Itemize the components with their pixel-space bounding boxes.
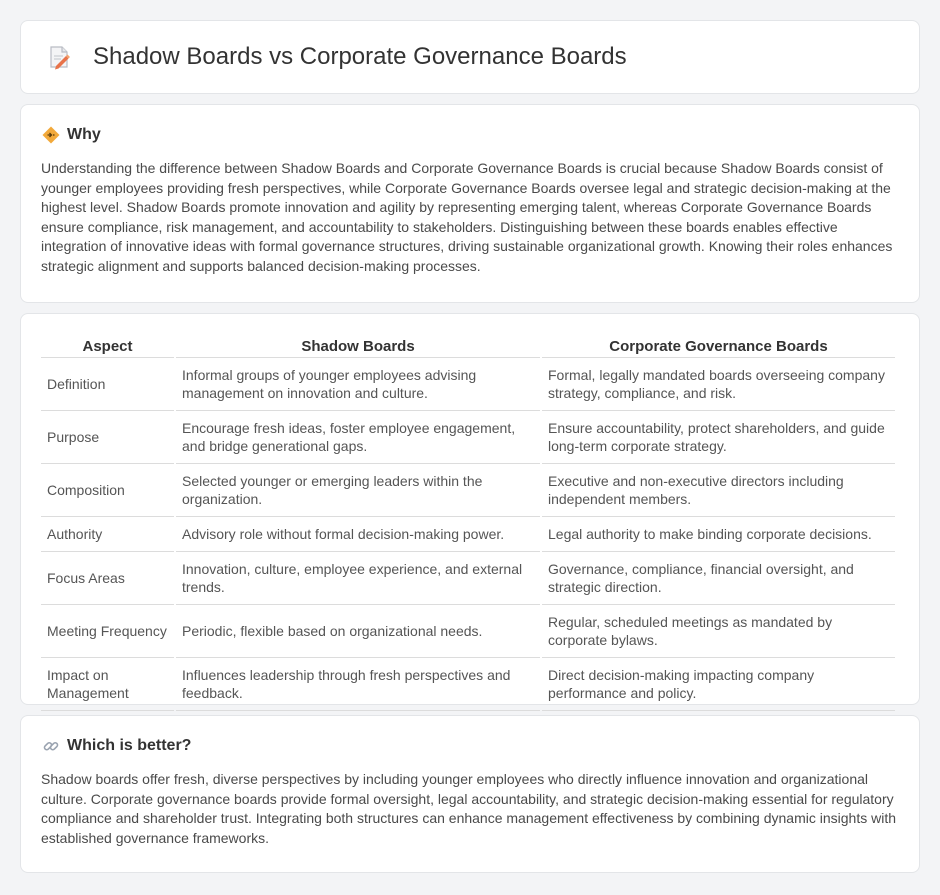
header-corporate-governance-boards: Corporate Governance Boards xyxy=(542,334,895,358)
which-is-better-text: Shadow boards offer fresh, diverse perspectives by including younger employees who directly influence innovation and organizational culture. Corporate governance boards provide formal oversight, legal accountability, and strategic decision-making essential for regulatory compliance and shareholder trust. Integrating both structures can enhance management effectiveness by combining dynamic insights with established governance frameworks. xyxy=(41,771,896,846)
shadow-boards-cell: Influences leadership through fresh perspectives and feedback. xyxy=(176,658,540,711)
header-aspect: Aspect xyxy=(41,334,174,358)
why-title: Why xyxy=(67,126,101,143)
aspect-cell: Purpose xyxy=(41,411,174,464)
why-section xyxy=(20,104,920,303)
why-text: Understanding the difference between Shadow Boards and Corporate Governance Boards is crucial because Shadow Boards consist of younger employees providing fresh perspectives, while Corporate Governance Boards oversee legal and strategic decision-making at the highest level. Shadow Boards promote innovation and agility by representing emerging talent, whereas Corporate Governance Boards ensure compliance, risk management, and accountability to stakeholders. Distinguishing between these boards enables effective integration of innovative ideas with formal governance structures, driving sustainable organizational growth. Knowing their roles enhances strategic alignment and supports balanced decision-making processes. xyxy=(41,160,893,274)
aspect-cell: Authority xyxy=(41,517,174,552)
shadow-boards-cell: Selected younger or emerging leaders within the organization. xyxy=(176,464,540,517)
governance-boards-cell: Direct decision-making impacting company performance and policy. xyxy=(542,658,895,711)
aspect-cell: Composition xyxy=(41,464,174,517)
shadow-boards-cell: Periodic, flexible based on organizational needs. xyxy=(176,605,540,658)
table-row xyxy=(41,517,895,552)
shadow-boards-cell: Advisory role without formal decision-making power. xyxy=(176,517,540,552)
governance-boards-cell: Regular, scheduled meetings as mandated by corporate bylaws. xyxy=(542,605,895,658)
table-row xyxy=(41,358,895,411)
which-is-better-title: Which is better? xyxy=(67,737,192,754)
which-is-better-section xyxy=(20,715,920,873)
diamond-arrows-icon xyxy=(41,125,61,145)
header-card xyxy=(20,20,920,94)
table-row xyxy=(41,411,895,464)
governance-boards-cell: Executive and non-executive directors including independent members. xyxy=(542,464,895,517)
document-pencil-icon xyxy=(45,43,73,71)
aspect-cell: Focus Areas xyxy=(41,552,174,605)
header-shadow-boards: Shadow Boards xyxy=(176,334,540,358)
table-row xyxy=(41,464,895,517)
shadow-boards-cell: Informal groups of younger employees advising management on innovation and culture. xyxy=(176,358,540,411)
aspect-cell: Impact on Management xyxy=(41,658,174,711)
aspect-cell: Definition xyxy=(41,358,174,411)
link-icon xyxy=(41,736,61,756)
page-title: Shadow Boards vs Corporate Governance Boards xyxy=(93,43,627,70)
table-row xyxy=(41,658,895,711)
governance-boards-cell: Governance, compliance, financial oversight, and strategic direction. xyxy=(542,552,895,605)
comparison-table xyxy=(39,334,897,711)
comparison-section xyxy=(20,313,920,705)
table-row xyxy=(41,552,895,605)
governance-boards-cell: Formal, legally mandated boards overseeing company strategy, compliance, and risk. xyxy=(542,358,895,411)
governance-boards-cell: Legal authority to make binding corporate decisions. xyxy=(542,517,895,552)
table-row xyxy=(41,605,895,658)
aspect-cell: Meeting Frequency xyxy=(41,605,174,658)
governance-boards-cell: Ensure accountability, protect shareholders, and guide long-term corporate strategy. xyxy=(542,411,895,464)
shadow-boards-cell: Innovation, culture, employee experience, and external trends. xyxy=(176,552,540,605)
shadow-boards-cell: Encourage fresh ideas, foster employee engagement, and bridge generational gaps. xyxy=(176,411,540,464)
table-header-row xyxy=(41,334,895,358)
